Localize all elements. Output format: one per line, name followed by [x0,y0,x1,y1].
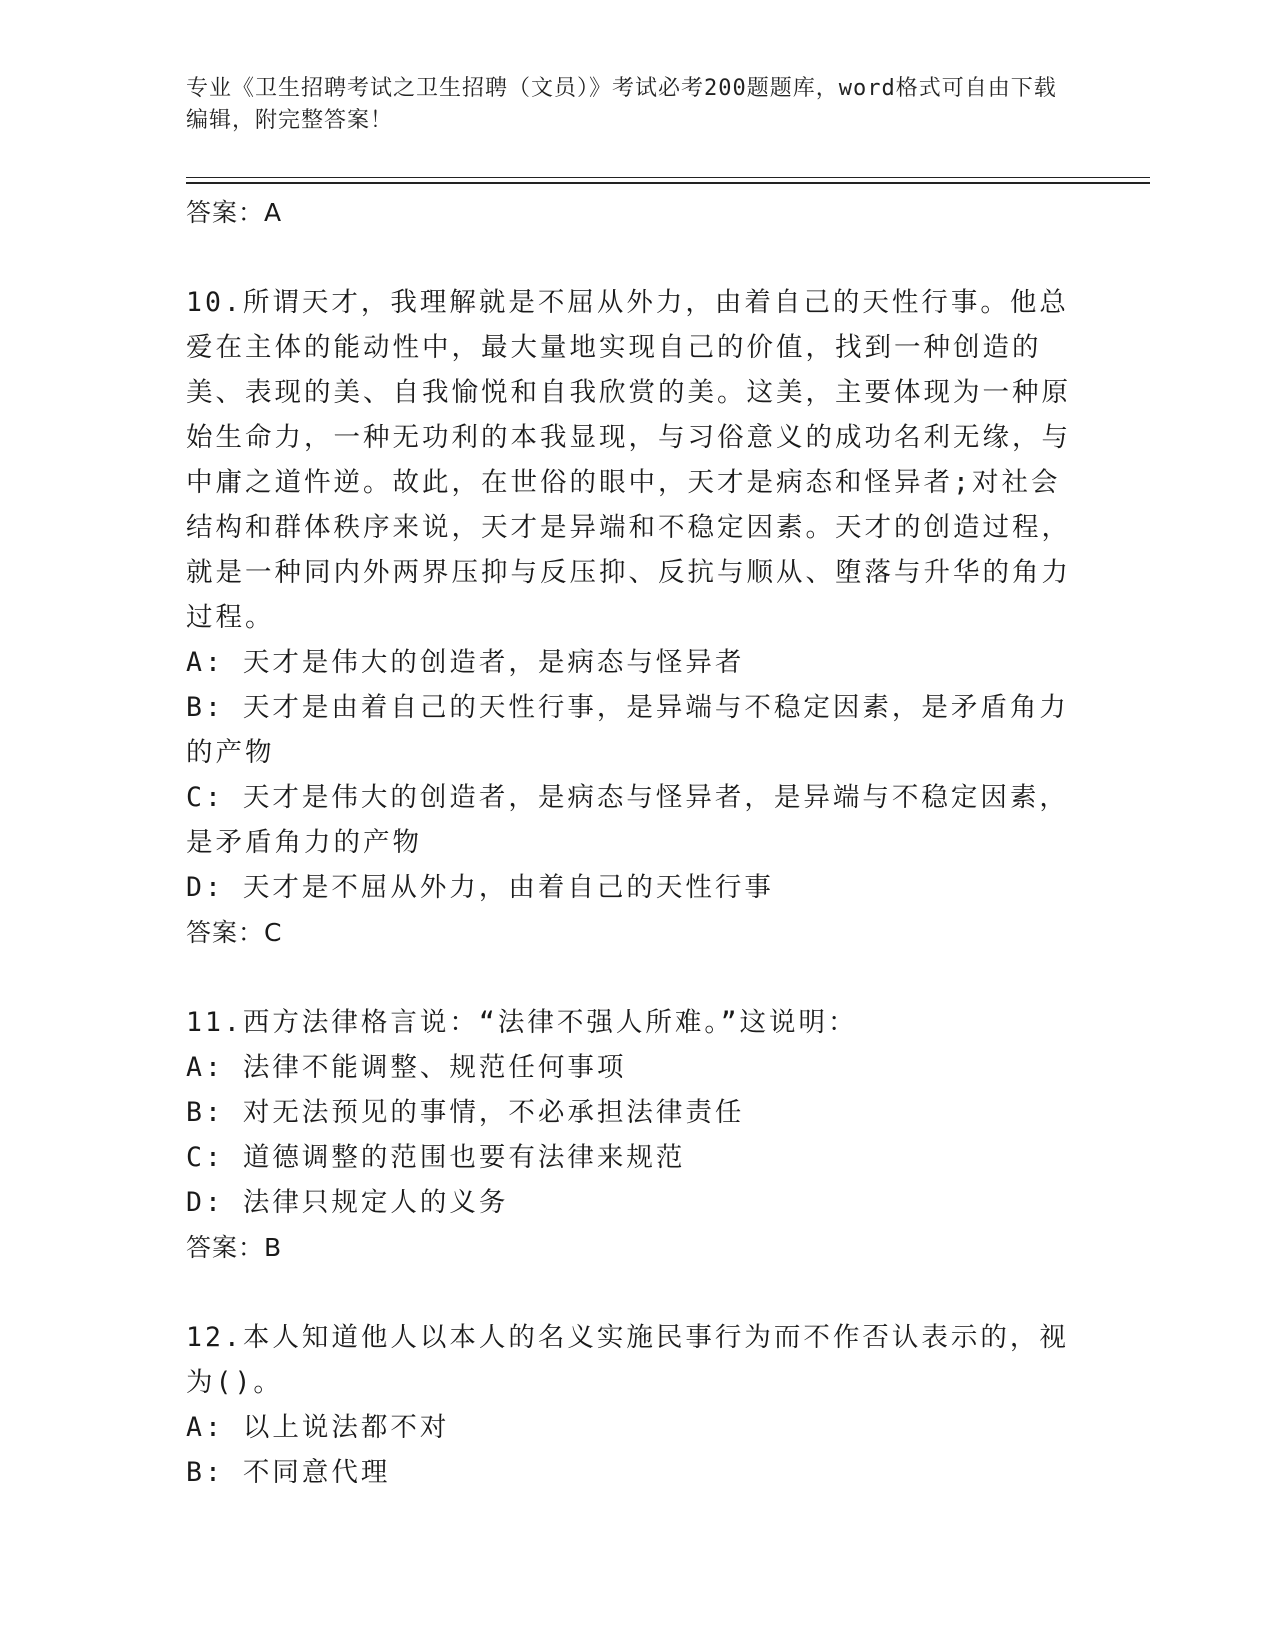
option-b: B: 不同意代理 [186,1457,391,1488]
option-a: A: 天才是伟大的创造者，是病态与怪异者 [186,647,745,678]
page-header: 专业《卫生招聘考试之卫生招聘（文员）》考试必考200题题库，word格式可自由下载编辑，附完整答案！ [186,76,1057,133]
header-rule-thick [186,182,1150,184]
question-stem: 10.所谓天才，我理解就是不屈从外力，由着自己的天性行事。他总爱在主体的能动性中，最大量地实现自己的价值，找到一种创造的美、表现的美、自我愉悦和自我欣赏的美。这美，主要体现为一种原始生命力，一种无功利的本我显现，与习俗意义的成功名利无缘，与中庸之道忤逆。故此，在世俗的眼中，天才是病态和怪异者;对社会结构和群体秩序来说，天才是异端和不稳定因素。天才的创造过程，就是一种同内外两界压抑与反压抑、反抗与顺从、堕落与升华的角力过程。 [186,287,1071,633]
question-content [186,190,1086,1495]
question-12 [186,1315,1086,1495]
answer-line: 答案：A [186,198,283,227]
question-stem: 12.本人知道他人以本人的名义实施民事行为而不作否认表示的，视为()。 [186,1322,1069,1398]
answer-line: 答案：C [186,918,283,947]
option-b: B: 对无法预见的事情，不必承担法律责任 [186,1097,745,1128]
option-a: A: 以上说法都不对 [186,1412,450,1443]
option-d: D: 天才是不屈从外力，由着自己的天性行事 [186,872,774,903]
option-c: C: 天才是伟大的创造者，是病态与怪异者，是异端与不稳定因素，是矛盾角力的产物 [186,782,1069,858]
question-stem: 11.西方法律格言说：“法律不强人所难。”这说明： [186,1007,858,1038]
question-10 [186,280,1086,955]
header-rule-thin [186,177,1150,178]
spacer [186,955,1086,1000]
option-d: D: 法律只规定人的义务 [186,1187,509,1218]
option-b: B: 天才是由着自己的天性行事，是异端与不稳定因素，是矛盾角力的产物 [186,692,1069,768]
option-c: C: 道德调整的范围也要有法律来规范 [186,1142,686,1173]
spacer [186,1270,1086,1315]
question-11 [186,1000,1086,1270]
option-a: A: 法律不能调整、规范任何事项 [186,1052,627,1083]
answer-line: 答案：B [186,1233,283,1262]
spacer [186,235,1086,280]
